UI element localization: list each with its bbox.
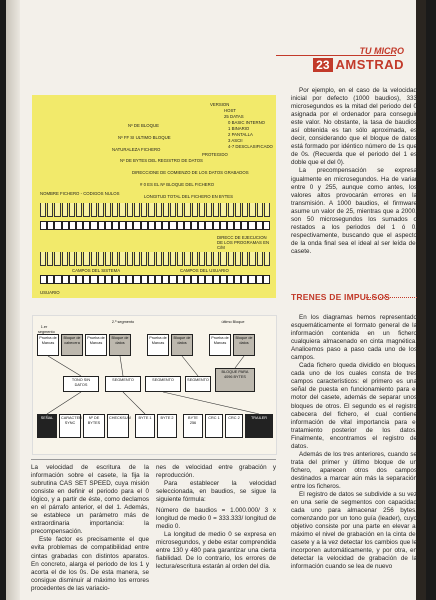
diagram-label: 25 DATAS: [224, 114, 244, 119]
diagram-label: NATURALEZA FICHERO: [112, 147, 161, 152]
block-box: Prueba de Marcas: [85, 334, 107, 356]
block-box: Prueba de Marcas: [37, 334, 59, 356]
diagram-connectors: [33, 316, 278, 456]
diagram-label: DIRECCIONE DE COMIENZO DE LOS DATOS GRABADOS: [132, 170, 249, 175]
cassette-header-diagram: [32, 95, 276, 298]
paragraph: La precompensación se expresa igualmente en microsegundos. Ha de variar entre 0 y 255, aunque como antes, los valores altos provocarán errores en la transmisión. A 1000 baudios, el firmware asume un valor de 25, mientras que a 2000, son 50 microsegundos los sumados o restados a los periodos del 1 ó 0, respectivamente, buscando que el aspecto de la onda final sea el ideal al ser leída del casete.: [291, 167, 417, 255]
page-header: [313, 46, 404, 72]
diagram-label: LONGITUD TOTAL DEL FICHERO EN BYTES: [144, 194, 233, 199]
diagram-label: HOST: [224, 108, 236, 113]
text-column-2: [156, 464, 276, 571]
diagram-label: USUARIO: [40, 290, 60, 295]
text-column-1: [31, 464, 149, 593]
diagram-label: NOMBRE FICHERO - CODIGOS NULOS: [40, 191, 120, 196]
block-box: Prueba de Marcas: [147, 334, 169, 356]
paragraph: Para establecer la velocidad seleccionada, en baudios, se sigue la siguiente fórmula:: [156, 480, 276, 504]
page-edge: [416, 0, 426, 600]
rule: [31, 459, 276, 460]
page-binding: [6, 0, 20, 600]
page-number: 23: [313, 58, 332, 72]
diagram-label: CAMPOS DEL USUARIO: [180, 268, 229, 273]
block-box: Bloque de cabecera: [61, 334, 83, 356]
diagram-label: 1.er segmento: [38, 325, 55, 334]
block-box: Prueba de Marcas: [209, 334, 231, 356]
field-box: Nº DE BYTES: [83, 414, 105, 438]
header-rule: [276, 55, 396, 56]
diagram-label: 1 BINARIO: [228, 126, 250, 131]
diagram-label: 4-7 DESCLASIFICADO: [228, 144, 273, 149]
segment-box: TONO SIN DATOS: [63, 376, 99, 392]
diagram-label: 2 PANTALLA: [228, 132, 253, 137]
block-box: Bloque de datos: [171, 334, 193, 356]
segment-box: SEGMENTO: [185, 376, 211, 392]
segment-box: SEGMENTO: [145, 376, 181, 392]
field-box: CARACTER SYNC: [59, 414, 81, 438]
paragraph: El registro de datos se subdivide a su vez en una serie de segmentos con capacidad cada uno para almacenar 256 bytes, comenzando por un tono guía (leader), cuyo objetivo consiste por una parte en elevar al máximo el nivel de grabación en la cinta del casete y a la vez detectar los cambios que le incorporen automáticamente, y por otra, en detectar la velocidad de grabación de la información cuando se lea de nuevo: [291, 491, 417, 571]
byte-cells-row-2: [40, 275, 270, 284]
diagram-label: Nº FF SI ULTIMO BLOQUE: [118, 135, 171, 140]
field-box: TRAILER: [245, 414, 273, 438]
bracket-row: [40, 252, 270, 266]
block-format-diagram: [32, 315, 277, 455]
bracket-row: [40, 203, 270, 217]
diagram-label: 2.º segmento: [111, 320, 135, 324]
text-column-4: [291, 314, 417, 572]
byte-cells-row-1: [40, 221, 270, 230]
diagram-label: VERSION: [210, 102, 230, 107]
segment-box: SEGMENTO: [105, 376, 141, 392]
field-box: SEÑAL: [37, 414, 57, 438]
brand-name: AMSTRAD: [335, 57, 404, 72]
diagram-label: último Bloque: [221, 320, 245, 324]
diagram-label: 0 BASIC INTERNO: [228, 120, 266, 125]
field-box: BYTE 2: [157, 414, 177, 438]
field-box: CHECKSUM: [107, 414, 129, 438]
block-box: Bloque de datos: [233, 334, 255, 356]
diagram-label: Nº DE BYTES DEL REGISTRO DE DATOS: [120, 158, 203, 163]
segment-box: BLOQUE PARA 4096 BYTES: [215, 368, 255, 392]
field-box: CRC 2: [225, 414, 243, 438]
block-box: Bloque de datos: [109, 334, 131, 356]
diagram-label: PROTEGIDO: [202, 152, 228, 157]
paragraph: Cada fichero queda dividido en bloques, cada uno de los cuales consta de tres campos característicos: el primero es una señal de puesta en funcionamiento para el motor del casete, además de separar unos bloques de otros. El segundo es el registro cabecera del fichero, el cual contiene información de vital importancia para el tratamiento posterior de los datos. Finalmente, encontramos el registro de datos.: [291, 362, 417, 450]
magazine-page: [6, 0, 426, 600]
paragraph: En los diagramas hemos representado esquemáticamente el formato general de la información contenida en un fichero cualquiera almacenado en cinta magnética. Analicemos paso a paso cada uno de los campos.: [291, 314, 417, 362]
title-rule: [364, 297, 417, 298]
paragraph: La longitud de medio 0 se expresa en microsegundos, y debe estar comprendida entre 130 y 480 para garantizar una cierta fiabilidad. De lo contrario, los errores de lectura/escritura estarán al orden del día.: [156, 531, 276, 571]
paragraph: La velocidad de escritura de la información sobre el casete, la fija la subrutina CAS SET SPEED, cuya misión consiste en definir el periodo para el 0 lógico, y a partir de éste, como declamos en el párrafo anterior, el del 1. Además, se establece un parámetro más de extraordinaria importancia: la precompensación.: [31, 464, 149, 536]
diagram-label: DIRECC DE EJECUCION DE LOS PROGRAMAS EN C/M: [217, 235, 270, 250]
section-name: TU MICRO: [359, 46, 404, 56]
text-column-3: [291, 87, 417, 256]
field-box: CRC 1: [205, 414, 223, 438]
field-box: BYTE 1: [135, 414, 155, 438]
section-title: TRENES DE IMPULSOS: [291, 292, 391, 302]
paragraph: nes de velocidad entre grabación y reproducción.: [156, 464, 276, 480]
diagram-label: # 0 ES EL Nº BLOQUE DEL FICHERO: [140, 182, 215, 187]
paragraph: Este factor es precisamente el que evita problemas de compatibilidad entre cintas grabadas con distintos aparatos. En concreto, alarga el periodo de los 1 y acorta el de los 0s. De esta manera, se consigue disminuir al máximo los errores procedentes de las variacio-: [31, 536, 149, 592]
paragraph: Además de los tres anteriores, cuando se trata del primer y último bloque de un fichero, aparecen otros dos campos destinados a marcar aún más la separación entre los ficheros.: [291, 450, 417, 490]
paragraph: Por ejemplo, en el caso de la velocidad inicial por defecto (1000 baudios), 333 microsegundos es la mitad del periodo del 0 asignada por el ordenador para conseguir este valor. No obstante, la tasa de baudios así obtenida es tan sólo aproximada, es decir, considerando que el bloque de datos está formado por idéntico número de 1s que de 0s. (Recuerda que el periodo del 1 es doble que el del 0).: [291, 87, 417, 167]
diagram-label: CAMPOS DEL SISTEMA: [72, 268, 121, 273]
formula: Número de baudios = 1.000.000/ 3 x longitud de medio 0 = 333.333/ longitud de medio 0.: [156, 507, 276, 531]
diagram-label: 3 ASCII: [228, 138, 243, 143]
field-box: BYTE 256: [183, 414, 203, 438]
diagram-label: Nº DE BLOQUE: [128, 123, 159, 128]
